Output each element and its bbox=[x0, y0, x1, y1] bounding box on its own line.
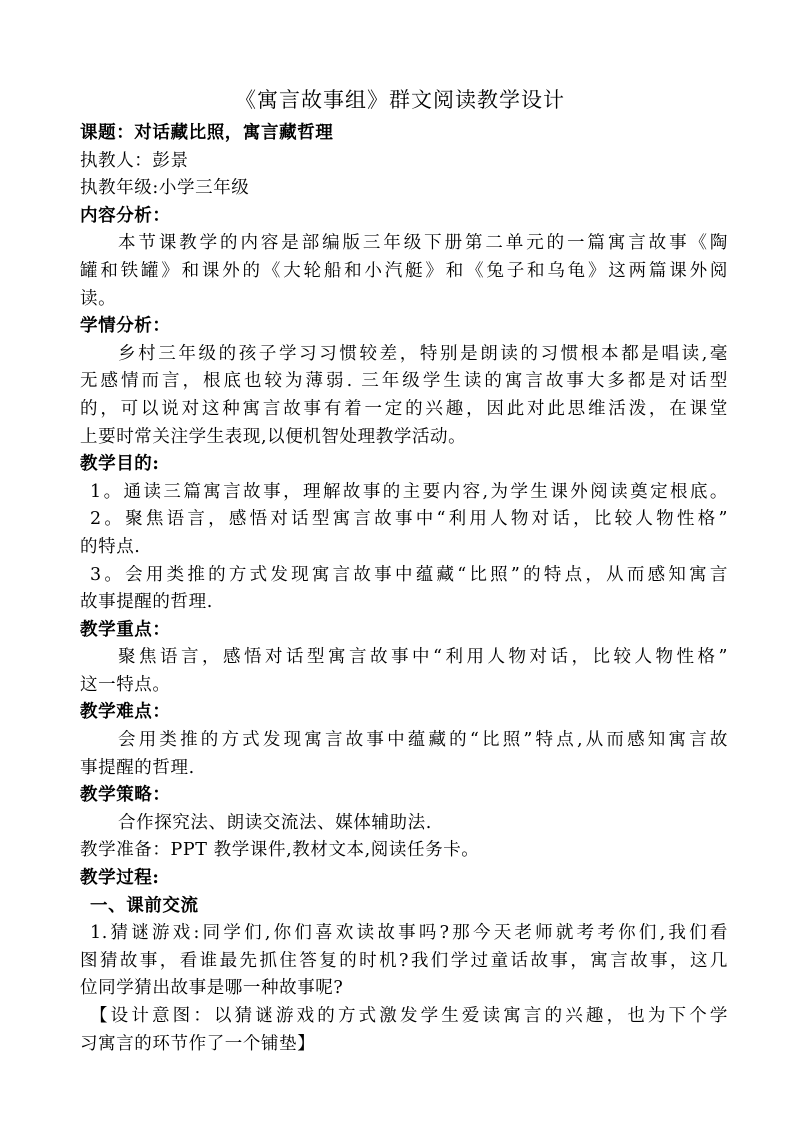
text-line: 3。会用类推的方式发现寓言故事中蕴藏“比照”的特点，从而感知寓言 bbox=[90, 564, 728, 585]
text-line: 课题：对话藏比照，寓言藏哲理 bbox=[80, 123, 334, 143]
text-line: 上要时常关注学生表现,以便机智处理教学活动。 bbox=[80, 426, 467, 447]
text-line: 教学目的: bbox=[80, 454, 160, 475]
text-line: 会用类推的方式发现寓言故事中蕴藏的“比照”特点,从而感知寓言故 bbox=[118, 730, 728, 751]
text-line: 教学过程: bbox=[80, 868, 160, 889]
text-line: 的特点. bbox=[80, 536, 141, 557]
text-line: 这一特点。 bbox=[80, 674, 171, 695]
text-line: 的，可以说对这种寓言故事有着一定的兴趣，因此对此思维活泼，在课堂 bbox=[80, 398, 728, 419]
text-line: 习寓言的环节作了一个铺垫】 bbox=[80, 1033, 316, 1054]
text-line: 故事提醒的哲理. bbox=[80, 592, 213, 613]
text-line: 教学策略： bbox=[80, 785, 171, 806]
text-line: 教学准备：PPT 教学课件,教材文本,阅读任务卡。 bbox=[80, 840, 480, 861]
text-line: 位同学猜出故事是哪一种故事呢? bbox=[80, 978, 344, 999]
text-line: 2。聚焦语言，感悟对话型寓言故事中“利用人物对话，比较人物性格” bbox=[90, 509, 728, 530]
text-line: 教学重点： bbox=[80, 619, 171, 640]
text-line: 罐和铁罐》和课外的《大轮船和小汽艇》和《兔子和乌龟》这两篇课外阅 bbox=[80, 260, 728, 281]
text-line: 本节课教学的内容是部编版三年级下册第二单元的一篇寓言故事《陶 bbox=[118, 233, 728, 254]
text-line: 乡村三年级的孩子学习习惯较差，特别是朗读的习惯根本都是唱读,毫 bbox=[118, 343, 728, 364]
text-line: 合作探究法、朗读交流法、媒体辅助法. bbox=[118, 812, 432, 833]
document-title: 《寓言故事组》群文阅读教学设计 bbox=[235, 88, 565, 112]
text-line: 1.猜谜游戏:同学们,你们喜欢读故事吗?那今天老师就考考你们,我们看 bbox=[90, 923, 728, 944]
text-line: 无感情而言，根底也较为薄弱. 三年级学生读的寓言故事大多都是对话型 bbox=[80, 371, 728, 392]
text-line: 读。 bbox=[80, 288, 117, 309]
text-line: 事提醒的哲理. bbox=[80, 757, 195, 778]
text-line: 执教年级:小学三年级 bbox=[80, 178, 250, 199]
text-line: 学情分析： bbox=[80, 316, 171, 337]
text-line: 一、课前交流 bbox=[90, 895, 199, 916]
text-line: 内容分析： bbox=[80, 205, 171, 226]
text-line: 教学难点： bbox=[80, 702, 171, 723]
text-line: 执教人：彭景 bbox=[80, 150, 189, 171]
text-line: 1。通读三篇寓言故事，理解故事的主要内容,为学生课外阅读奠定根底。 bbox=[90, 481, 728, 502]
text-line: 聚焦语言，感悟对话型寓言故事中“利用人物对话，比较人物性格” bbox=[118, 647, 728, 668]
text-line: 【设计意图：以猜谜游戏的方式激发学生爱读寓言的兴趣，也为下个学 bbox=[90, 1006, 728, 1026]
document-body bbox=[80, 120, 728, 1058]
text-line: 图猜故事，看谁最先抓住答复的时机?我们学过童话故事，寓言故事，这几 bbox=[80, 950, 728, 971]
